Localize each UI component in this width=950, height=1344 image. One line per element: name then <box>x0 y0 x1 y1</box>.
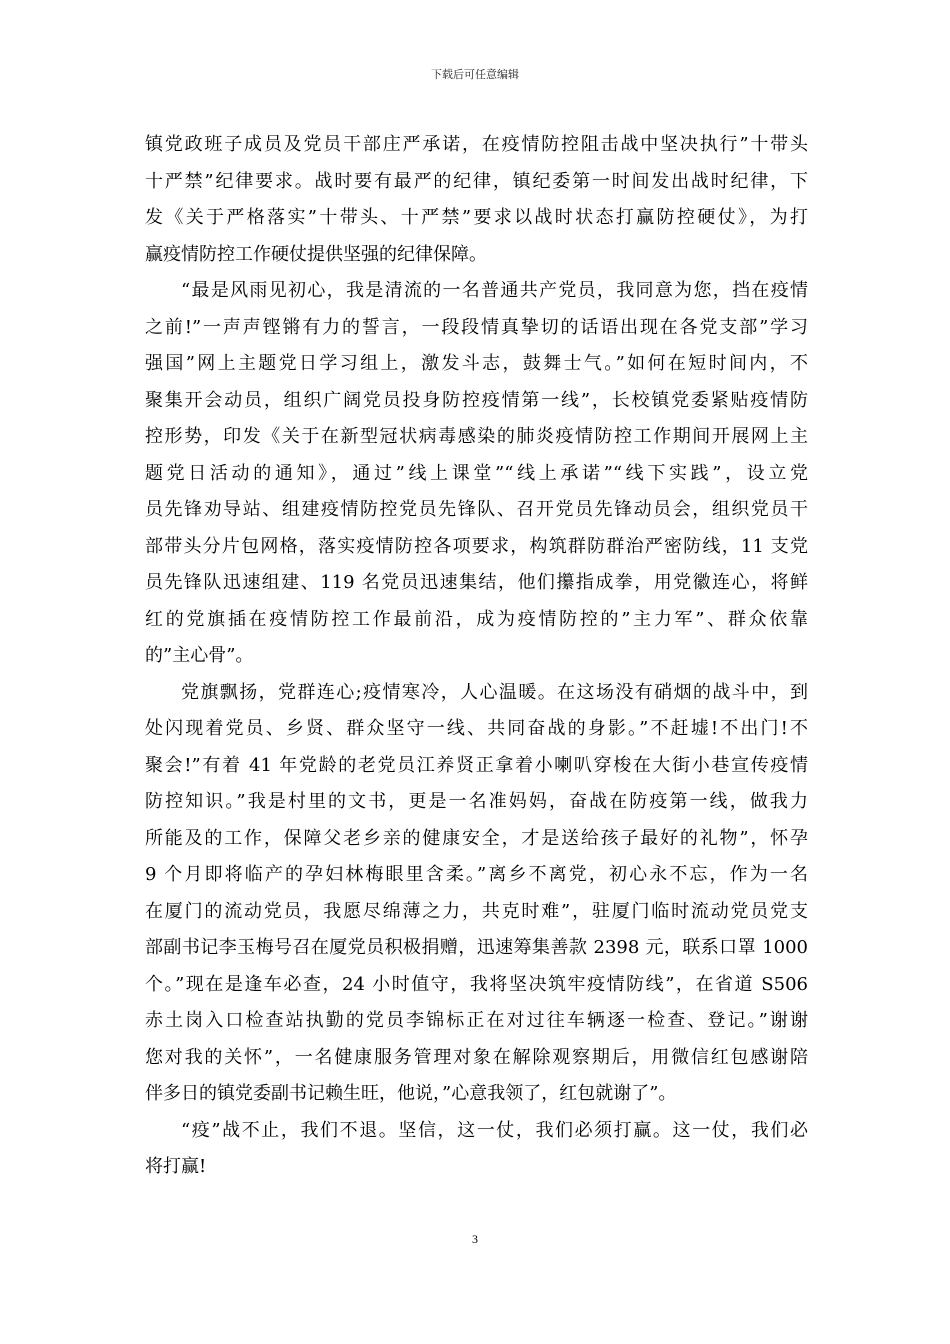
text-line: 部副书记李玉梅号召在厦党员积极捐赠，迅速筹集善款 2398 元，联系口罩 1000 <box>145 937 808 958</box>
text-line: 发《关于严格落实”十带头、十严禁”要求以战时状态打赢防控硬仗》，为打 <box>145 207 808 228</box>
text-line: 员先锋队迅速组建、119 名党员迅速集结，他们攥指成拳，用党徽连心，将鲜 <box>145 572 808 593</box>
text-line: 个。”现在是逢车必查，24 小时值守，我将坚决筑牢疫情防线”，在省道 S506 <box>145 973 808 995</box>
text-line: 强国”网上主题党日学习组上，激发斗志，鼓舞士气。”如何在短时间内，不 <box>145 353 808 374</box>
document-body <box>145 127 808 1186</box>
text-line: 在厦门的流动党员，我愿尽绵薄之力，共克时难”，驻厦门临时流动党员党支 <box>145 900 808 922</box>
paragraph-1 <box>145 127 808 273</box>
text-line: 之前!”一声声铿锵有力的誓言，一段段情真挚切的话语出现在各党支部”学习 <box>145 316 808 338</box>
text-line: 防控知识。”我是村里的文书，更是一名准妈妈，奋战在防疫第一线，做我力 <box>145 791 808 812</box>
text-line: 的”主心骨”。 <box>145 645 254 666</box>
text-line: 红的党旗插在疫情防控工作最前沿，成为疫情防控的”主力军”、群众依靠 <box>145 608 808 630</box>
paragraph-3 <box>145 675 808 1113</box>
page-header: 下载后可任意编辑 <box>431 68 519 81</box>
text-line: 赢疫情防控工作硬仗提供坚强的纪律保障。 <box>145 243 487 265</box>
text-line: 题党日活动的通知》，通过”线上课堂”“线上承诺”“线下实践”，设立党 <box>145 462 808 484</box>
text-line: 9 个月即将临产的孕妇林梅眼里含柔。”离乡不离党，初心永不忘，作为一名 <box>145 864 808 885</box>
text-line: 党旗飘扬，党群连心;疫情寒冷，人心温暖。在这场没有硝烟的战斗中，到 <box>181 681 808 703</box>
text-line: 十严禁”纪律要求。战时要有最严的纪律，镇纪委第一时间发出战时纪律，下 <box>145 170 808 192</box>
text-line: 控形势，印发《关于在新型冠状病毒感染的肺炎疫情防控工作期间开展网上主 <box>145 426 808 447</box>
text-line: 部带头分片包网格，落实疫情防控各项要求，构筑群防群治严密防线，11 支党 <box>145 535 808 557</box>
text-line: “疫”战不止，我们不退。坚信，这一仗，我们必须打赢。这一仗，我们必 <box>181 1119 808 1141</box>
text-line: 聚会!”有着 41 年党龄的老党员江养贤正拿着小喇叭穿梭在大街小巷宣传疫情 <box>145 754 808 776</box>
paragraph-2 <box>145 273 808 675</box>
text-line: 所能及的工作，保障父老乡亲的健康安全，才是送给孩子最好的礼物”，怀孕 <box>145 827 808 849</box>
text-line: 将打赢! <box>145 1156 207 1177</box>
text-line: 员先锋劝导站、组建疫情防控党员先锋队、召开党员先锋动员会，组织党员干 <box>145 499 808 520</box>
paragraph-4 <box>145 1113 808 1186</box>
text-line: “最是风雨见初心，我是清流的一名普通共产党员，我同意为您，挡在疫情 <box>181 280 808 301</box>
text-line: 赤土岗入口检查站执勤的党员李锦标正在对过往车辆逐一检查、登记。”谢谢 <box>145 1010 808 1031</box>
text-line: 伴多日的镇党委副书记赖生旺，他说，”心意我领了，红包就谢了”。 <box>145 1083 677 1104</box>
text-line: 您对我的关怀”，一名健康服务管理对象在解除观察期后，用微信红包感谢陪 <box>145 1046 808 1068</box>
text-line: 聚集开会动员，组织广阔党员投身防控疫情第一线”，长校镇党委紧贴疫情防 <box>145 389 808 411</box>
page-number: 3 <box>472 1232 478 1246</box>
text-line: 处闪现着党员、乡贤、群众坚守一线、共同奋战的身影。”不赶墟!不出门!不 <box>145 718 808 739</box>
text-line: 镇党政班子成员及党员干部庄严承诺，在疫情防控阻击战中坚决执行”十带头 <box>145 134 808 155</box>
